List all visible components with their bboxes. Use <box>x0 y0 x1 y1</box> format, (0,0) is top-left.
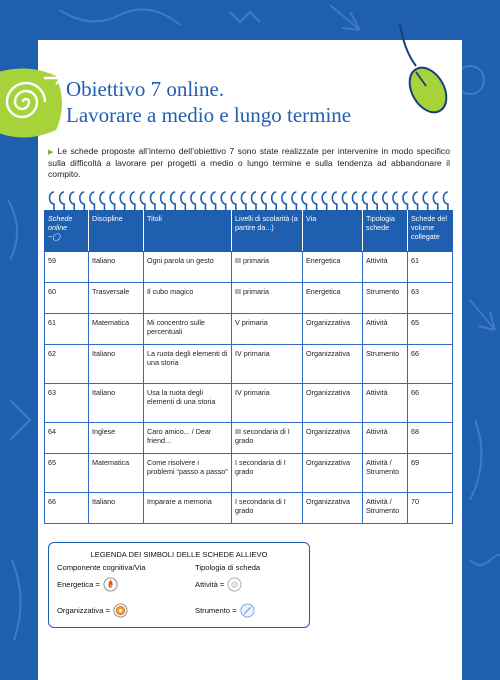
ring <box>282 192 287 210</box>
table-row <box>45 252 453 283</box>
cell: Italiano <box>89 252 144 283</box>
table-row <box>45 283 453 314</box>
ring <box>272 192 277 210</box>
legend-organizzativa-label: Organizzativa = <box>57 606 110 615</box>
ring <box>433 192 438 210</box>
ring <box>353 192 358 210</box>
ring <box>60 192 65 210</box>
cell: Italiano <box>89 493 144 524</box>
cell: Caro amico... / Dear friend... <box>144 423 232 454</box>
ring <box>262 192 267 210</box>
cell: Attività <box>363 252 408 283</box>
cell: V primaria <box>232 314 303 345</box>
ring <box>393 192 398 210</box>
ring <box>413 192 418 210</box>
legend-organizzativa <box>57 603 128 618</box>
cell: Attività <box>363 423 408 454</box>
ring <box>443 192 448 210</box>
ring <box>292 192 297 210</box>
legend-box <box>48 542 310 628</box>
legend-strumento <box>195 603 255 618</box>
cell: Mi concentro sulle percentuali <box>144 314 232 345</box>
cell: Organizzativa <box>303 454 363 493</box>
ring <box>322 192 327 210</box>
ring <box>211 192 216 210</box>
ring <box>80 192 85 210</box>
notebook-rings <box>44 186 452 210</box>
table-row <box>45 423 453 454</box>
cell: 65 <box>45 454 89 493</box>
spiral-arrow-icon <box>0 64 66 140</box>
header-schede-online: Schede online ~◯ <box>45 211 89 252</box>
cell: 70 <box>408 493 453 524</box>
bullet-arrow-icon: ▶ <box>48 149 55 156</box>
cell: Organizzativa <box>303 314 363 345</box>
cell: Come risolvere i problemi “passo a passo” <box>144 454 232 493</box>
cell: IV primaria <box>232 384 303 423</box>
cell: 65 <box>408 314 453 345</box>
cell: 66 <box>45 493 89 524</box>
cell: III secondaria di I grado <box>232 423 303 454</box>
cell: 63 <box>408 283 453 314</box>
cell: Trasversale <box>89 283 144 314</box>
cell: Strumento <box>363 345 408 384</box>
cell: La ruota degli elementi di una storia <box>144 345 232 384</box>
ring <box>151 192 156 210</box>
cell: 66 <box>408 384 453 423</box>
cell: Organizzativa <box>303 423 363 454</box>
ring <box>181 192 186 210</box>
cell: Energetica <box>303 283 363 314</box>
legend-col1-header: Componente cognitiva/Via <box>57 563 146 572</box>
header-livelli: Livelli di scolarità (a partire da...) <box>232 211 303 252</box>
legend-strumento-label: Strumento = <box>195 606 237 615</box>
cell: Attività / Strumento <box>363 454 408 493</box>
ring <box>90 192 95 210</box>
ring <box>70 192 74 210</box>
cell: Energetica <box>303 252 363 283</box>
table-row <box>45 454 453 493</box>
cell: 60 <box>45 283 89 314</box>
cell: Matematica <box>89 314 144 345</box>
cell: I secondaria di I grado <box>232 454 303 493</box>
ring <box>302 192 307 210</box>
flame-icon <box>103 577 118 592</box>
ring <box>221 192 226 210</box>
cell: Attività <box>363 314 408 345</box>
table-row <box>45 493 453 524</box>
ring <box>423 192 428 210</box>
ring <box>140 192 145 210</box>
cell: Attività <box>363 384 408 423</box>
schede-table <box>44 210 453 524</box>
table-row <box>45 384 453 423</box>
legend-attivita-label: Attività = <box>195 580 225 589</box>
ring <box>383 192 388 210</box>
organizational-icon <box>113 603 128 618</box>
cell: Usa la ruota degli elementi di una storia <box>144 384 232 423</box>
ring <box>363 192 368 210</box>
cell: Organizzativa <box>303 493 363 524</box>
ring <box>201 192 206 210</box>
activity-icon <box>227 577 242 592</box>
table-row <box>45 314 453 345</box>
cell: Il cubo magico <box>144 283 232 314</box>
header-schede-volume: Schede del volume collegate <box>408 211 453 252</box>
ring <box>312 192 317 210</box>
ring <box>100 192 105 210</box>
legend-attivita <box>195 577 242 592</box>
ring <box>171 192 176 210</box>
ring <box>252 192 257 210</box>
cell: IV primaria <box>232 345 303 384</box>
title-line-2: Lavorare a medio e lungo termine <box>66 103 352 127</box>
ring <box>241 192 246 210</box>
legend-col2-header: Tipologia di scheda <box>195 563 261 572</box>
page-title <box>66 76 351 128</box>
ring <box>373 192 378 210</box>
ring <box>120 192 125 210</box>
ring <box>342 192 347 210</box>
cell: Italiano <box>89 345 144 384</box>
cell: 59 <box>45 252 89 283</box>
cell: Italiano <box>89 384 144 423</box>
ring <box>332 192 337 210</box>
header-tipologia: Tipologia schede <box>363 211 408 252</box>
header-discipline: Discipline <box>89 211 144 252</box>
ring <box>130 192 135 210</box>
cell: Inglese <box>89 423 144 454</box>
tool-icon <box>240 603 255 618</box>
cell: Organizzativa <box>303 384 363 423</box>
cell: Strumento <box>363 283 408 314</box>
ring <box>50 192 55 210</box>
cell: Ogni parola un gesto <box>144 252 232 283</box>
title-line-1: Obiettivo 7 online. <box>66 77 225 101</box>
header-titoli: Titoli <box>144 211 232 252</box>
cell: 68 <box>408 423 453 454</box>
ring <box>403 192 408 210</box>
ring <box>191 192 196 210</box>
cell: 64 <box>45 423 89 454</box>
legend-title: LEGENDA DEI SIMBOLI DELLE SCHEDE ALLIEVO <box>90 550 268 559</box>
mouse-small-icon: ~◯ <box>48 232 61 241</box>
cell: 66 <box>408 345 453 384</box>
computer-mouse-icon <box>382 20 458 120</box>
cell: III primaria <box>232 252 303 283</box>
cell: Organizzativa <box>303 345 363 384</box>
cell: 69 <box>408 454 453 493</box>
table-header-row <box>45 211 453 252</box>
ring <box>231 192 236 210</box>
header-via: Via <box>303 211 363 252</box>
cell: 61 <box>408 252 453 283</box>
legend-energetica-label: Energetica = <box>57 580 100 589</box>
legend-energetica <box>57 577 118 592</box>
cell: Attività / Strumento <box>363 493 408 524</box>
ring <box>110 192 115 210</box>
cell: III primaria <box>232 283 303 314</box>
cell: 61 <box>45 314 89 345</box>
cell: 63 <box>45 384 89 423</box>
cell: I secondaria di I grado <box>232 493 303 524</box>
ring <box>161 192 166 210</box>
table-row <box>45 345 453 384</box>
cell: 62 <box>45 345 89 384</box>
intro-text: Le schede proposte all’interno dell’obiettivo 7 sono state realizzate per intervenire in modo specifico sulla difficoltà a lavorare per progetti a medio o lungo termine e sulla tendenza ad abbandonare il compito. <box>48 146 451 179</box>
cell: Imparare a memoria <box>144 493 232 524</box>
intro-paragraph <box>48 146 450 180</box>
cell: Matematica <box>89 454 144 493</box>
